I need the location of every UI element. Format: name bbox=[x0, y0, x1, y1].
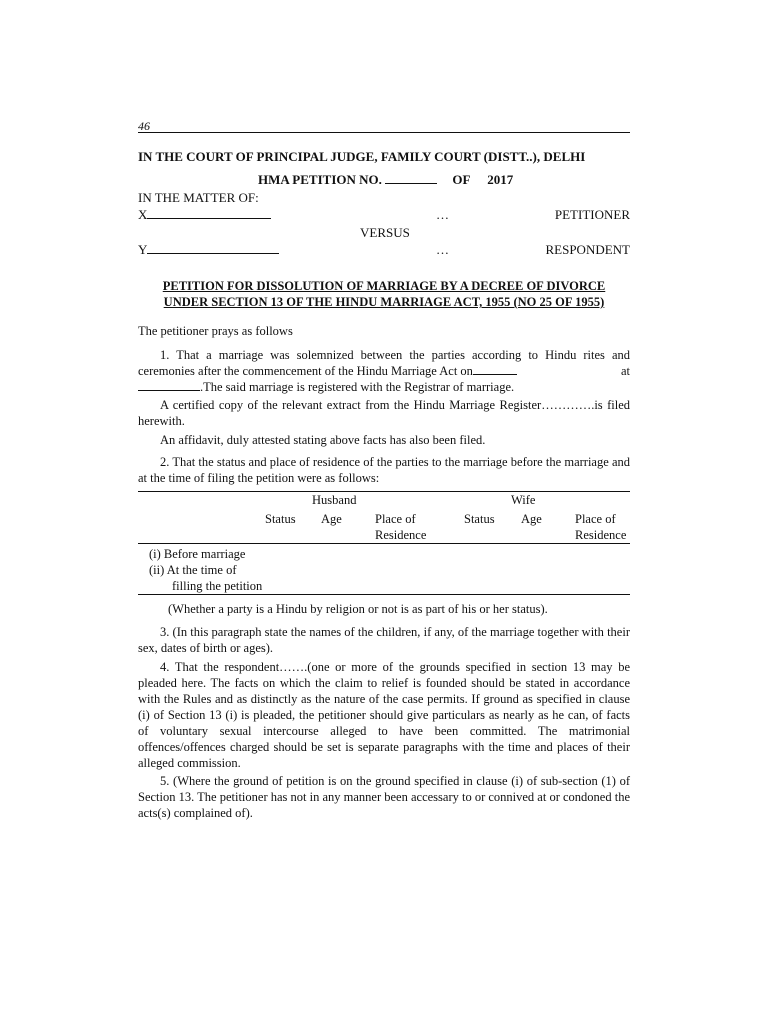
table-header-wife-age: Age bbox=[521, 512, 542, 526]
page-number: 46 bbox=[138, 119, 150, 133]
respondent-name-line bbox=[138, 242, 279, 258]
ellipsis-petitioner: … bbox=[436, 207, 449, 222]
petitioner-label: PETITIONER bbox=[554, 207, 630, 222]
party-y-label: Y bbox=[138, 242, 148, 257]
table-header-husband-place bbox=[375, 511, 426, 543]
table-bottom-rule bbox=[138, 594, 630, 595]
paragraph-5: 5. (Where the ground of petition is on the ground specified in clause (i) of sub-section (1) of Section 13. The petitioner has not in any manner been accessary to or connived at or condoned the acts(s) complained of). bbox=[138, 774, 630, 820]
table-header-husband-place-of: Place of bbox=[375, 512, 416, 526]
paragraph-1-place-line bbox=[138, 379, 630, 395]
table-row-filling-petition: filling the petition bbox=[172, 579, 263, 593]
table-header-wife-place-of: Place of bbox=[575, 512, 616, 526]
paragraph-2: 2. That the status and place of residence of the parties to the marriage before the marriage and at the time of filing the petition were as follows: bbox=[138, 455, 630, 485]
table-header-wife-place bbox=[575, 511, 626, 543]
paragraph-1 bbox=[138, 347, 630, 379]
prays-line: The petitioner prays as follows bbox=[138, 324, 293, 338]
petition-title-line1: PETITION FOR DISSOLUTION OF MARRIAGE BY A DECREE OF DIVORCE bbox=[162, 279, 606, 293]
document-page bbox=[138, 0, 630, 1024]
header-rule bbox=[138, 132, 630, 133]
table-header-husband-residence: Residence bbox=[375, 528, 427, 542]
petition-number-blank bbox=[385, 172, 437, 184]
table-header-husband: Husband bbox=[312, 493, 357, 507]
versus-label: VERSUS bbox=[360, 225, 410, 240]
table-header-wife-residence: Residence bbox=[575, 528, 627, 542]
paragraph-1-at: at bbox=[620, 364, 630, 378]
table-header-husband-age: Age bbox=[321, 512, 342, 526]
petitioner-name-line bbox=[138, 207, 271, 223]
table-row-before-marriage: (i) Before marriage bbox=[149, 547, 246, 561]
petition-title bbox=[138, 278, 630, 310]
petition-number-label: HMA PETITION NO. bbox=[258, 172, 382, 187]
table-header-rule bbox=[138, 543, 630, 544]
court-heading: IN THE COURT OF PRINCIPAL JUDGE, FAMILY COURT (DISTT..), DELHI bbox=[138, 149, 586, 164]
respondent-label: RESPONDENT bbox=[545, 242, 630, 257]
paragraph-1-text: 1. That a marriage was solemnized between the parties according to Hindu rites and ceremonies after the commencement of the Hindu Marriage Act on bbox=[138, 348, 630, 378]
table-header-wife-status: Status bbox=[464, 512, 495, 526]
table-header-wife: Wife bbox=[511, 493, 536, 507]
paragraph-1-registered: .The said marriage is registered with the Registrar of marriage. bbox=[200, 380, 515, 394]
marriage-place-blank bbox=[138, 379, 200, 391]
table-row-at-time-of: (ii) At the time of bbox=[149, 563, 237, 577]
status-note: (Whether a party is a Hindu by religion or not is as part of his or her status). bbox=[168, 602, 548, 616]
paragraph-1-affidavit: An affidavit, duly attested stating above facts has also been filed. bbox=[160, 433, 486, 447]
paragraph-4: 4. That the respondent…….(one or more of the grounds specified in section 13 may be pleaded here. The facts on which the claim to relief is founded should be stated in accordance with the Rules and as distinctly as the nature of the case permits. If ground as specified in clause (i) of Section 13 (i) is pleaded, the petitioner should give particulars as nearly as he can, of facts of voluntary sexual intercourse alleged to have been committed. The matrimonial offences/offences charged should be set is separate paragraphs with the time and places of their alleged commission. bbox=[138, 660, 630, 770]
petition-title-line2: UNDER SECTION 13 OF THE HINDU MARRIAGE ACT, 1955 (NO 25 OF 1955) bbox=[163, 295, 605, 309]
petition-number-line bbox=[258, 172, 513, 188]
party-x-label: X bbox=[138, 207, 148, 222]
in-the-matter-of: IN THE MATTER OF: bbox=[138, 190, 259, 205]
marriage-date-blank bbox=[473, 363, 517, 375]
paragraph-1-copy: A certified copy of the relevant extract from the Hindu Marriage Register………….is filed herewith. bbox=[138, 398, 630, 428]
table-top-rule bbox=[138, 491, 630, 492]
of-label: OF bbox=[452, 172, 470, 187]
respondent-name-blank bbox=[147, 242, 279, 254]
petitioner-name-blank bbox=[147, 207, 271, 219]
petition-year: 2017 bbox=[487, 172, 514, 187]
paragraph-3: 3. (In this paragraph state the names of the children, if any, of the marriage together with their sex, dates of birth or ages). bbox=[138, 625, 630, 655]
table-header-husband-status: Status bbox=[265, 512, 296, 526]
ellipsis-respondent: … bbox=[436, 242, 449, 257]
